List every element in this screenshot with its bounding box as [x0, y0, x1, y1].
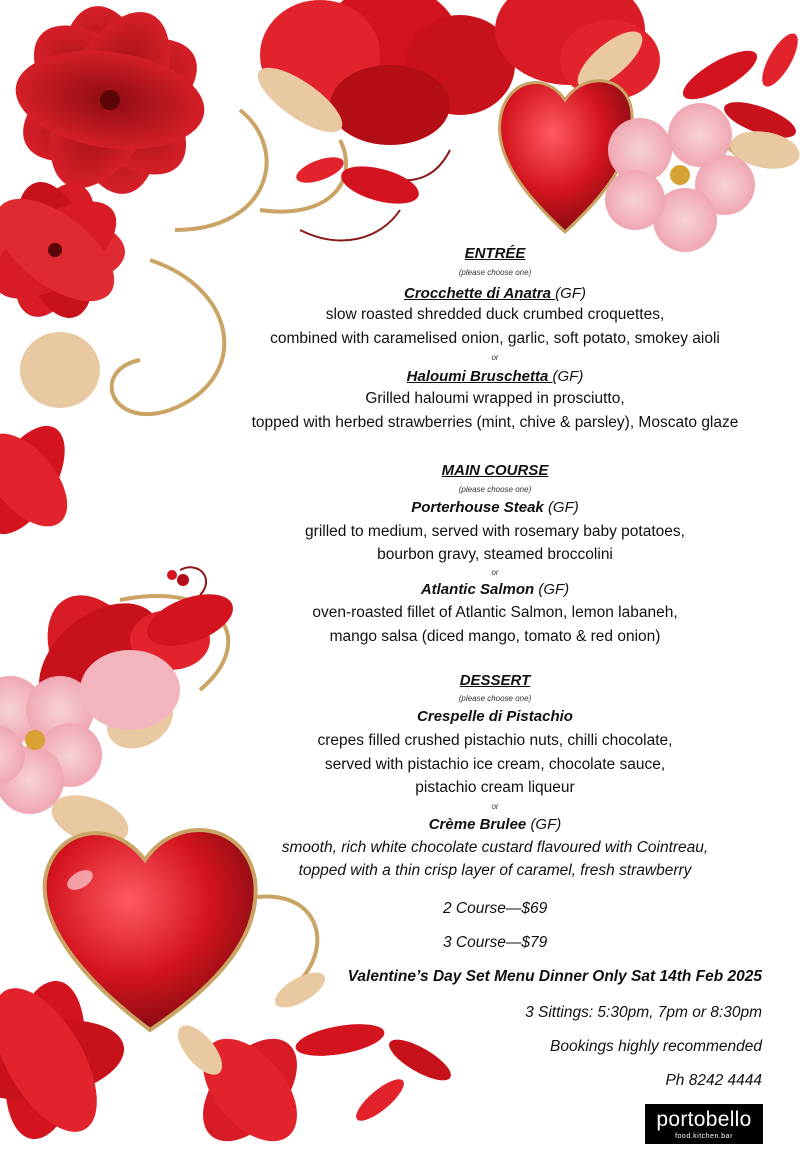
entree-or: or: [491, 353, 499, 362]
dessert-choose-note: (please choose one): [458, 694, 532, 703]
main-choose-note: (please choose one): [458, 485, 532, 494]
entree-dish-1-tag: (GF): [555, 285, 586, 302]
entree-dish-2-tag: (GF): [552, 368, 584, 385]
logo-tagline: food.kitchen.bar: [675, 1133, 733, 1140]
bookings-note: Bookings highly recommended: [550, 1038, 762, 1055]
logo-name: portobello: [656, 1108, 752, 1131]
main-dish-2-tag: (GF): [538, 581, 570, 598]
sittings-info: 3 Sittings: 5:30pm, 7pm or 8:30pm: [525, 1004, 762, 1021]
main-dish-2-name: Atlantic Salmon: [420, 581, 539, 598]
dessert-dish-1-desc-2: served with pistachio ice cream, chocolate sauce,: [324, 756, 666, 773]
entree-dish-1-desc-1: slow roasted shredded duck crumbed croquettes,: [325, 306, 665, 323]
entree-dish-2-desc-2: topped with herbed strawberries (mint, chive & parsley), Moscato glaze: [251, 414, 739, 431]
main-dish-2-title: [0, 581, 800, 598]
dessert-dish-1-desc-3: pistachio cream liqueur: [415, 779, 575, 796]
dessert-dish-2-name: Crème Brulee: [428, 816, 531, 833]
phone-number: Ph 8242 4444: [665, 1072, 762, 1089]
dessert-dish-2-tag: (GF): [530, 816, 562, 833]
dessert-or: or: [491, 802, 499, 811]
dessert-dish-2-title: [0, 816, 800, 833]
dessert-dish-1-name: Crespelle di Pistachio: [417, 708, 573, 725]
entree-dish-2-name: Haloumi Bruschetta: [406, 368, 553, 385]
dessert-heading: DESSERT: [459, 672, 531, 689]
dessert-dish-1-desc-1: crepes filled crushed pistachio nuts, chilli chocolate,: [317, 732, 673, 749]
main-dish-1-desc-1: grilled to medium, served with rosemary baby potatoes,: [305, 523, 685, 540]
entree-choose-note: (please choose one): [458, 268, 532, 277]
main-or: or: [491, 568, 499, 577]
event-title: Valentine’s Day Set Menu Dinner Only Sat 14th Feb 2025: [347, 968, 762, 985]
dessert-dish-2-desc-2: topped with a thin crisp layer of caramel, fresh strawberry: [298, 862, 692, 879]
main-dish-1-tag: (GF): [547, 499, 579, 516]
main-dish-2-desc-2: mango salsa (diced mango, tomato & red onion): [329, 628, 661, 645]
entree-dish-2-title: [0, 368, 800, 385]
three-course-price: 3 Course—$79: [443, 934, 548, 951]
entree-heading: ENTRÉE: [464, 245, 526, 262]
main-dish-2-desc-1: oven-roasted fillet of Atlantic Salmon, lemon labaneh,: [312, 604, 678, 621]
entree-dish-1-title: [0, 285, 800, 302]
main-dish-1-name: Porterhouse Steak: [411, 499, 548, 516]
main-dish-1-desc-2: bourbon gravy, steamed broccolini: [377, 546, 613, 563]
dessert-dish-2-desc-1: smooth, rich white chocolate custard flavoured with Cointreau,: [281, 839, 709, 856]
portobello-logo: [645, 1104, 763, 1144]
entree-dish-2-desc-1: Grilled haloumi wrapped in prosciutto,: [365, 390, 625, 407]
main-course-heading: MAIN COURSE: [441, 462, 549, 479]
main-dish-1-title: [0, 499, 800, 516]
entree-dish-1-name: Crocchette di Anatra: [404, 285, 556, 302]
two-course-price: 2 Course—$69: [443, 900, 548, 917]
entree-dish-1-desc-2: combined with caramelised onion, garlic, soft potato, smokey aioli: [270, 330, 720, 347]
